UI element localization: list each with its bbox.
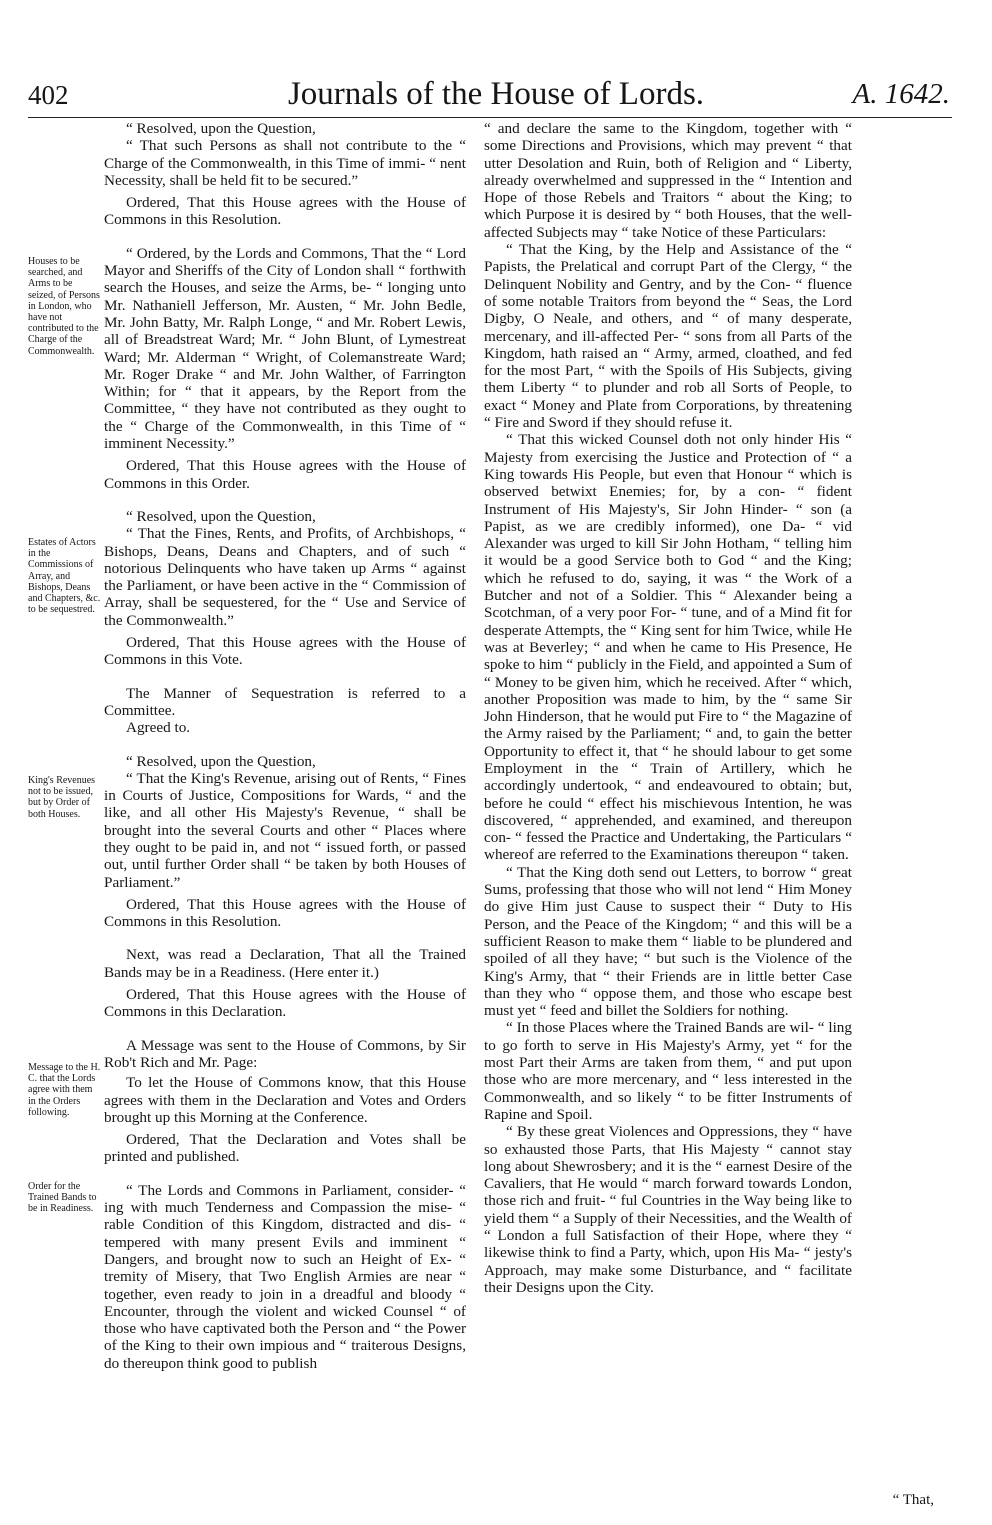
- left-column: [104, 120, 466, 1372]
- paragraph: “ In those Places where the Trained Bands are wil- “ ling to go forth to serve in His Majesty's Army, yet “ for the most Part their Arms are taken from them, “ and put upon those who are more mercenary, and “ less interested in the Commonwealth, and so likely “ to be fitter Instruments of Rapine and Spoil.: [484, 1019, 852, 1123]
- paragraph: “ That the King doth send out Letters, to borrow “ great Sums, professing that those who will not lend “ Him Money do give Him just Cause to suspect their “ Duty to His Person, and the Peace of the Kingdom; “ and this will be a sufficient Reason to make them “ liable to be plundered and spoiled of all they have; “ but such is the Violence of the King's Army, that “ their Friends are in little better Case than they who “ oppose them, and those who escape best must yet “ feed and billet the Soldiers for nothing.: [484, 863, 852, 1020]
- paragraph: “ Resolved, upon the Question,: [126, 752, 316, 770]
- page-header: [0, 72, 992, 116]
- paragraph: Ordered, That this House agrees with the House of Commons in this Resolution.: [104, 895, 466, 931]
- paragraph: “ That this wicked Counsel doth not only hinder His “ Majesty from exercising the Justice and Protection of “ a King towards His People, but even that Honour “ which is observed betwixt Enemies; for, by a con- “ fident Instrument of His Majesty's, Sir John Hinder- “ son (a Papist, as we are credibly informed), one Da- “ vid Alexander was urged to kill Sir John Hotham, “ telling him it would be a good Service both to God “ and the King; which he refused to do, saying, it was “ the Work of a Butcher and not of a Soldier. This “ Alexander being a Scotchman, of a very poor For- “ tune, and of a Mind fit for desperate Attempts, the “ King sent for him Twice, while He was at Beverley; “ and when he came to His Presence, He spoke to him “ publicly in the Field, and appointed a Sum of “ Money to be given him, which he received. After “ which, another Proposition was made to him, by the “ same Sir John Hinderson, that he would put Fire to “ the Magazine of the Army raised by the Parliament; “ and, to gain the better Opportunity to effect it, that “ he should labour to get some Employment in the “ Train of Artillery, which he accordingly undertook, “ and endeavoured to obtain; but, before he could “ effect his mischievous Intention, he was discovered, “ apprehended, and examined, and thereupon con- “ fessed the Practice and Undertaking, the Particulars “ whereof are referred to the Examinations thereupon “ taken.: [484, 431, 852, 864]
- page-number: 402: [28, 80, 69, 110]
- catchword: “ That,: [892, 1492, 934, 1508]
- paragraph: “ That the King, by the Help and Assistance of the “ Papists, the Prelatical and corrupt Part of the Clergy, “ the Delinquent Nobility and Gentry, and by the Con- “ fluence of some notable Traitors from beyond the “ Seas, the Lord Digby, O Neale, and others, and “ of many desperate, mercenary, and ill-affected Per- “ sons from all Parts of the Kingdom, hath raised an “ Army, armed, cloathed, and fed for the most Part, “ with the Spoils of His Subjects, giving them Liberty “ to plunder and rob all Sorts of People, to exact “ Money and Plate from Corporations, by threatening “ Fire and Sword if they should refuse it.: [484, 241, 852, 432]
- paragraph: “ and declare the same to the Kingdom, together with “ some Directions and Provisions, which may prevent “ that utter Desolation and Ruin, both of Religion and “ Liberty, already overwhelmed and suppressed in the “ Intention and Hope of those Rebels and Traitors “ about the King; to which Purpose it is desired by “ both Houses, that the well-affected Subjects may “ take Notice of these Particulars:: [484, 120, 852, 241]
- margin-note-message: Message to the H. C. that the Lords agree with them in the Orders following.: [28, 1062, 101, 1118]
- paragraph: Ordered, That this House agrees with the House of Commons in this Vote.: [104, 634, 466, 669]
- year-heading: A. 1642.: [852, 78, 950, 110]
- paragraph: A Message was sent to the House of Commons, by Sir Rob't Rich and Mr. Page:: [104, 1036, 466, 1071]
- margin-note-trained-bands: Order for the Trained Bands to be in Readiness.: [28, 1181, 97, 1215]
- paragraph: To let the House of Commons know, that this House agrees with them in the Declaration and Votes and Orders brought up this Morning at the Conference.: [104, 1074, 466, 1126]
- paragraph: Next, was read a Declaration, That all the Trained Bands may be in a Readiness. (Here enter it.): [104, 946, 466, 981]
- paragraph: The Manner of Sequestration is referred to a Committee.: [104, 684, 466, 719]
- paragraph: “ By these great Violences and Oppressions, they “ have so exhausted those Parts, that His Majesty “ cannot stay long about Shewrosbery; and it is the “ earnest Desire of the Cavaliers, that He would “ march forward towards London, those rich and fruit- “ ful Countries in the Way being like to yield them “ a Supply of their Necessities, and the Wealth of “ London a full Satisfaction of their Hope, where they “ likewise think to find a Party, which, upon His Ma- “ jesty's Approach, may make some Disturbance, and “ facilitate their Designs upon the City.: [484, 1123, 852, 1296]
- paragraph: “ That the Fines, Rents, and Profits, of Archbishops, “ Bishops, Deans, Deans and Chapters, and of such “ notorious Delinquents who have taken up Arms “ against the Parliament, or have been active in the “ Commission of Array, shall be sequestered, for the “ Use and Service of the Commonwealth.”: [104, 525, 466, 629]
- paragraph: “ Ordered, by the Lords and Commons, That the “ Lord Mayor and Sheriffs of the City of London shall “ forthwith search the Houses, and seize the Arms, be- “ longing unto Mr. Nathaniell Jefferson, Mr. Austen, “ Mr. John Bedle, Mr. John Batty, Mr. Ralph Longe, “ and Mr. Robert Lewis, all of Breadstreat Ward; Mr. “ John Blunt, of Lymestreat Ward; Mr. Alderman “ Wright, of Colemanstreate Ward; Mr. Roger Drake “ and Mr. John Walther, of Farrington Within; for “ that it appears, by the Report from the Committee, “ they have not contributed as they ought to the “ Charge of the Commonwealth, in this Time of “ imminent Necessity.”: [104, 244, 466, 453]
- paragraph: “ Resolved, upon the Question,: [126, 507, 316, 525]
- margin-note-estates: Estates of Actors in the Commissions of Array, and Bishops, Deans and Chapters, &c. to be sequestred.: [28, 537, 101, 616]
- running-title: Journals of the House of Lords.: [287, 76, 705, 112]
- paragraph: Ordered, That this House agrees with the House of Commons in this Resolution.: [104, 194, 466, 229]
- right-column: [484, 120, 852, 1296]
- paragraph: Agreed to.: [126, 719, 191, 737]
- margin-note-kings-revenues: King's Revenues not to be issued, but by Order of both Houses.: [28, 775, 96, 820]
- paragraph: “ That the King's Revenue, arising out of Rents, “ Fines in Courts of Justice, Compositions for Wards, “ and the like, and all other His Majesty's Revenue, “ shall be brought into the several Courts and other “ Places where they ought to be paid in, and not “ issued forth, or passed out, until further Order shall “ be taken by both Houses of Parliament.”: [104, 769, 466, 891]
- margin-note-search-houses: Houses to be searched, and Arms to be seized, of Persons in London, who have not contributed to the Charge of the Commonwealth.: [28, 256, 100, 357]
- paragraph: Ordered, That this House agrees with the House of Commons in this Order.: [104, 457, 466, 492]
- paragraph: “ The Lords and Commons in Parliament, consider- “ ing with much Tenderness and Compassion the mise- “ rable Condition of this Kingdom, distracted and dis- “ tempered with many present Evils and imminent “ Dangers, and brought now to such an Height of Ex- “ tremity of Misery, that Two English Armies are near “ together, even ready to join in a dreadful and bloody “ Encounter, through the violent and wicked Counsel “ of those who have captivated both the Person and “ the Power of the King to their own impious and “ traiterous Designs, do thereupon think good to publish: [104, 1181, 466, 1372]
- paragraph: “ That such Persons as shall not contribute to the “ Charge of the Commonwealth, in this Time of immi- “ nent Necessity, shall be held fit to be secured.”: [104, 137, 466, 189]
- paragraph: “ Resolved, upon the Question,: [126, 120, 316, 137]
- paragraph: Ordered, That this House agrees with the House of Commons in this Declaration.: [104, 986, 466, 1021]
- header-rule: [28, 117, 952, 118]
- paragraph: Ordered, That the Declaration and Votes shall be printed and published.: [104, 1131, 466, 1166]
